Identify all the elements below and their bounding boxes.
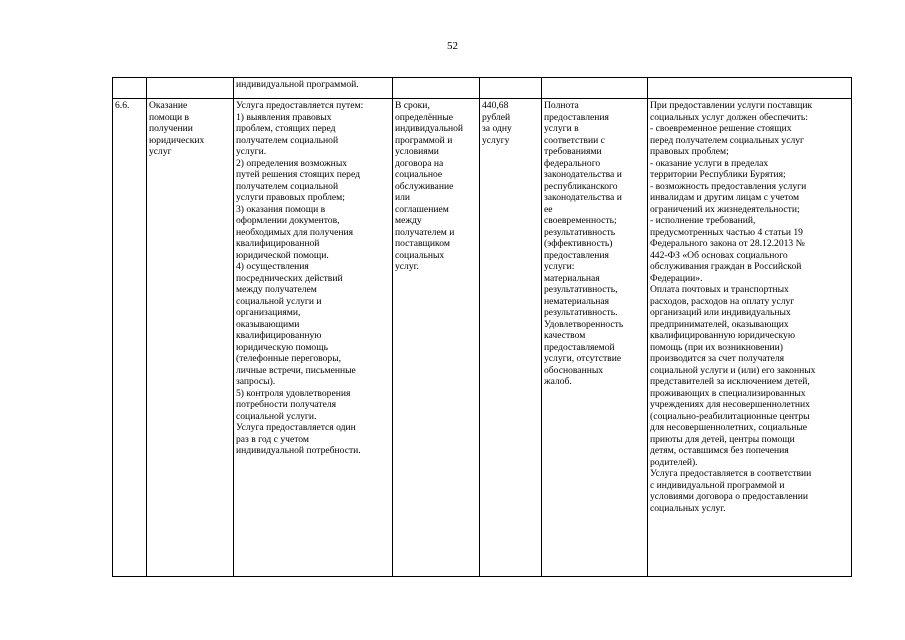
cell-indicators: Полнота предоставления услуги в соответствии с требованиями федерального законодательства и республиканского законодательства и ее своевременность; результативность (эффективность) предоставления услуги: материальная результативность, нематериальная результативность. Удовлетворенность качеством предоставляемой услуги, отсутствие обоснованных жалоб. — [542, 99, 648, 577]
page-number: 52 — [447, 40, 458, 52]
cell-service-name: Оказание помощи в получении юридических услуг — [147, 99, 234, 577]
table-row-6-6 — [113, 99, 852, 577]
cell-indicators — [542, 78, 648, 99]
cell-service-name — [147, 78, 234, 99]
cell-number: 6.6. — [113, 99, 147, 577]
cell-terms: В сроки, определённые индивидуальной программой и условиями договора на социальное обслуживание или соглашением между получателем и поставщиком социальных услуг. — [393, 99, 480, 577]
cell-description: индивидуальной программой. — [234, 78, 393, 99]
services-table — [112, 77, 852, 577]
cell-description: Услуга предоставляется путем: 1) выявления правовых проблем, стоящих перед получателем социальной услуги. 2) определения возможных путей решения стоящих перед получателем социальной услуги правовых проблем; 3) оказания помощи в оформлении документов, необходимых для получения квалифицированной юридической помощи. 4) осуществления посреднических действий между получателем социальной услуги и организациями, оказывающими квалифицированную юридическую помощь (телефонные переговоры, личные встречи, письменные запросы). 5) контроля удовлетворения потребности получателя социальной услуги. Услуга предоставляется один раз в год с учетом индивидуальной потребности. — [234, 99, 393, 577]
cell-conditions: При предоставлении услуги поставщик социальных услуг должен обеспечить: - своевременное решение стоящих перед получателем социальных услуг правовых проблем; - оказание услуги в пределах территории Республики Бурятия; - возможность предоставления услуги инвалидам и другим лицам с учетом ограничений их жизнедеятельности; - исполнение требований, предусмотренных частью 4 статьи 19 Федерального закона от 28.12.2013 № 442-ФЗ «Об основах социального обслуживания граждан в Российской Федерации». Оплата почтовых и транспортных расходов, расходов на оплату услуг организаций или индивидуальных предпринимателей, оказывающих квалифицированную юридическую помощь (при их возникновении) производится за счет получателя социальной услуги и (или) его законных представителей за исключением детей, проживающих в специализированных учреждениях для несовершеннолетних (социально-реабилитационные центры для несовершеннолетних, социальные приюты для детей, центры помощи детям, оставшимся без попечения родителей). Услуга предоставляется в соответствии с индивидуальной программой и условиями договора о предоставлении социальных услуг. — [648, 99, 852, 577]
table-row-continuation — [113, 78, 852, 99]
cell-tariff: 440,68 рублей за одну услугу — [480, 99, 542, 577]
cell-conditions — [648, 78, 852, 99]
cell-terms — [393, 78, 480, 99]
cell-number — [113, 78, 147, 99]
cell-tariff — [480, 78, 542, 99]
